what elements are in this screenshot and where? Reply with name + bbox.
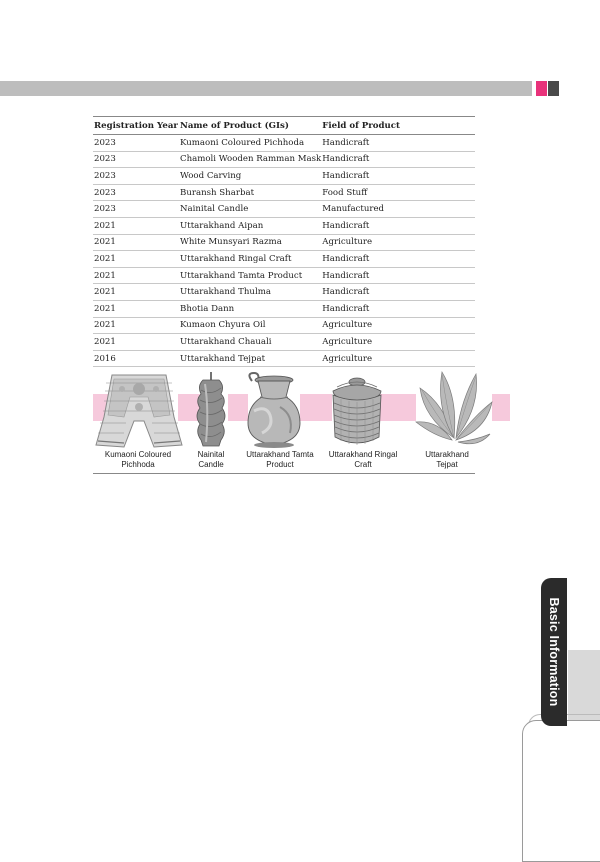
cell-field: Handicraft [321, 135, 475, 152]
cell-year: 2021 [93, 334, 179, 351]
cell-year: 2021 [93, 234, 179, 251]
cell-year: 2023 [93, 184, 179, 201]
cell-field: Handicraft [321, 168, 475, 185]
caption-pichhoda [96, 450, 180, 470]
cell-product: Wood Carving [179, 168, 321, 185]
cell-field: Agriculture [321, 317, 475, 334]
cell-year: 2021 [93, 217, 179, 234]
table-row [93, 135, 475, 152]
side-tab-label: Basic Information [547, 597, 561, 707]
caption-line: Kumaoni Coloured [104, 450, 172, 459]
caption-tejpat [414, 450, 480, 470]
table-row [93, 284, 475, 301]
cell-field: Agriculture [321, 350, 475, 367]
cell-product: Uttarakhand Tejpat [179, 350, 321, 367]
page-corner-curl [522, 720, 600, 862]
cell-field: Handicraft [321, 151, 475, 168]
table-row [93, 350, 475, 367]
cell-year: 2023 [93, 135, 179, 152]
cell-field: Food Stuff [321, 184, 475, 201]
caption-tamta [240, 450, 320, 470]
section-divider [93, 473, 475, 474]
header-product-name: Name of Product (GIs) [179, 117, 321, 135]
header-band [0, 81, 532, 96]
table-row [93, 201, 475, 218]
caption-line: Uttarakhand Ringal [328, 450, 398, 459]
table-row [93, 334, 475, 351]
cell-field: Handicraft [321, 251, 475, 268]
header-accent-pink [536, 81, 547, 96]
caption-line: Pichhoda [121, 460, 155, 469]
cell-year: 2021 [93, 300, 179, 317]
caption-line: Candle [198, 460, 224, 469]
cell-year: 2023 [93, 201, 179, 218]
cell-product: Bhotia Dann [179, 300, 321, 317]
cell-year: 2023 [93, 168, 179, 185]
cell-product: Kumaon Chyura Oil [179, 317, 321, 334]
table-row [93, 234, 475, 251]
caption-line: Tejpat [436, 460, 458, 469]
table-row [93, 184, 475, 201]
cell-field: Handicraft [321, 300, 475, 317]
cell-field: Manufactured [321, 201, 475, 218]
cell-field: Handicraft [321, 284, 475, 301]
cell-year: 2021 [93, 284, 179, 301]
candle-image [193, 370, 229, 450]
table-row [93, 267, 475, 284]
cell-year: 2021 [93, 267, 179, 284]
table-row [93, 217, 475, 234]
cell-product: Buransh Sharbat [179, 184, 321, 201]
cell-product: Kumaoni Coloured Pichhoda [179, 135, 321, 152]
tamta-pot-image [244, 371, 304, 449]
pink-strip [380, 394, 416, 421]
cell-field: Agriculture [321, 334, 475, 351]
table-header-row [93, 117, 475, 135]
table-row [93, 251, 475, 268]
cell-product: Uttarakhand Aipan [179, 217, 321, 234]
caption-line: Nainital [197, 450, 225, 459]
cell-field: Handicraft [321, 267, 475, 284]
caption-candle [186, 450, 236, 470]
caption-ringal [322, 450, 404, 470]
header-registration-year: Registration Year [93, 117, 179, 135]
ringal-basket-image [329, 373, 385, 449]
cell-product: Uttarakhand Thulma [179, 284, 321, 301]
caption-line: Craft [354, 460, 372, 469]
table-row [93, 317, 475, 334]
cell-product: Uttarakhand Chauali [179, 334, 321, 351]
table-row [93, 300, 475, 317]
cell-year: 2021 [93, 317, 179, 334]
caption-line: Uttarakhand Tamta [246, 450, 314, 459]
pink-strip [300, 394, 332, 421]
cell-product: Uttarakhand Tamta Product [179, 267, 321, 284]
pink-strip [492, 394, 510, 421]
header-field-of-product: Field of Product [321, 117, 475, 135]
cell-product: Nainital Candle [179, 201, 321, 218]
cell-year: 2021 [93, 251, 179, 268]
table-row [93, 168, 475, 185]
tejpat-leaves-image [414, 368, 494, 448]
pichhoda-image [94, 371, 184, 449]
cell-field: Handicraft [321, 217, 475, 234]
cell-field: Agriculture [321, 234, 475, 251]
gi-products-table [93, 116, 475, 367]
cell-product: White Munsyari Razma [179, 234, 321, 251]
cell-product: Uttarakhand Ringal Craft [179, 251, 321, 268]
caption-line: Uttarakhand [425, 450, 469, 459]
header-accent-dark [548, 81, 559, 96]
caption-line: Product [266, 460, 294, 469]
table-row [93, 151, 475, 168]
cell-product: Chamoli Wooden Ramman Mask [179, 151, 321, 168]
cell-year: 2023 [93, 151, 179, 168]
cell-year: 2016 [93, 350, 179, 367]
